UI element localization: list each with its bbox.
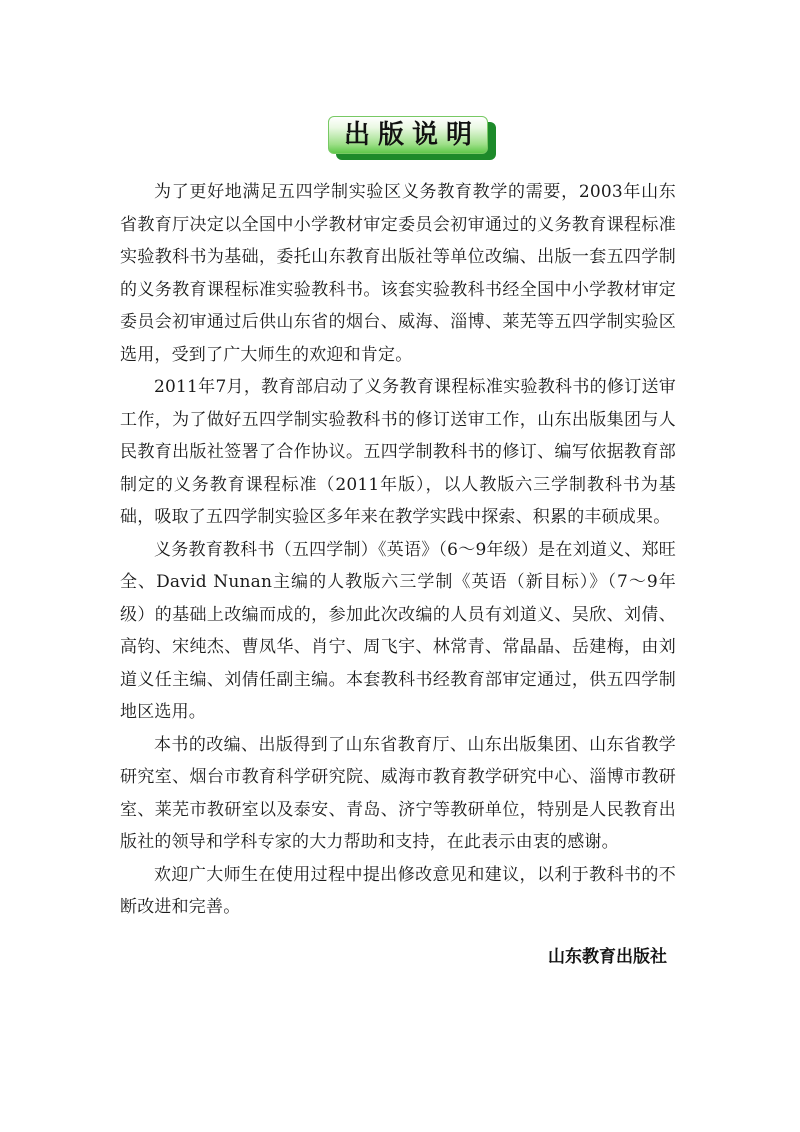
body-text	[120, 176, 676, 924]
publisher-signature: 山东教育出版社	[548, 947, 667, 967]
paragraph-2: 2011年7月，教育部启动了义务教育课程标准实验教科书的修订送审工作，为了做好五四学制实验教科书的修订送审工作，山东出版集团与人民教育出版社签署了合作协议。五四学制教科书的修订、编写依据教育部制定的义务教育课程标准（2011年版），以人教版六三学制教科书为基础，吸取了五四学制实验区多年来在教学实践中探索、积累的丰硕成果。	[120, 377, 676, 527]
paragraph-5: 欢迎广大师生在使用过程中提出修改意见和建议，以利于教科书的不断改进和完善。	[120, 864, 676, 917]
paragraph-3: 义务教育教科书（五四学制）《英语》（6～9年级）是在刘道义、郑旺全、David Nunan主编的人教版六三学制《英语（新目标）》（7～9年级）的基础上改编而成的，参加此次改编的人员有刘道义、吴欣、刘倩、高钧、宋纯杰、曹凤华、肖宁、周飞宇、林常青、常晶晶、岳建梅，由刘道义任主编、刘倩任副主编。本套教科书经教育部审定通过，供五四学制地区选用。	[120, 539, 676, 722]
paragraph-4: 本书的改编、出版得到了山东省教育厅、山东出版集团、山东省教学研究室、烟台市教育科学研究院、威海市教育教学研究中心、淄博市教研室、莱芜市教研室以及泰安、青岛、济宁等教研单位，特别是人民教育出版社的领导和学科专家的大力帮助和支持，在此表示由衷的感谢。	[120, 734, 676, 852]
page-title: 出版说明	[343, 120, 480, 150]
paragraph-1: 为了更好地满足五四学制实验区义务教育教学的需要，2003年山东省教育厅决定以全国中小学教材审定委员会初审通过的义务教育课程标准实验教科书为基础，委托山东教育出版社等单位改编、出版一套五四学制的义务教育课程标准实验教科书。该套实验教科书经全国中小学教材审定委员会初审通过后供山东省的烟台、威海、淄博、莱芜等五四学制实验区选用，受到了广大师生的欢迎和肯定。	[120, 182, 676, 365]
title-banner	[328, 112, 494, 158]
